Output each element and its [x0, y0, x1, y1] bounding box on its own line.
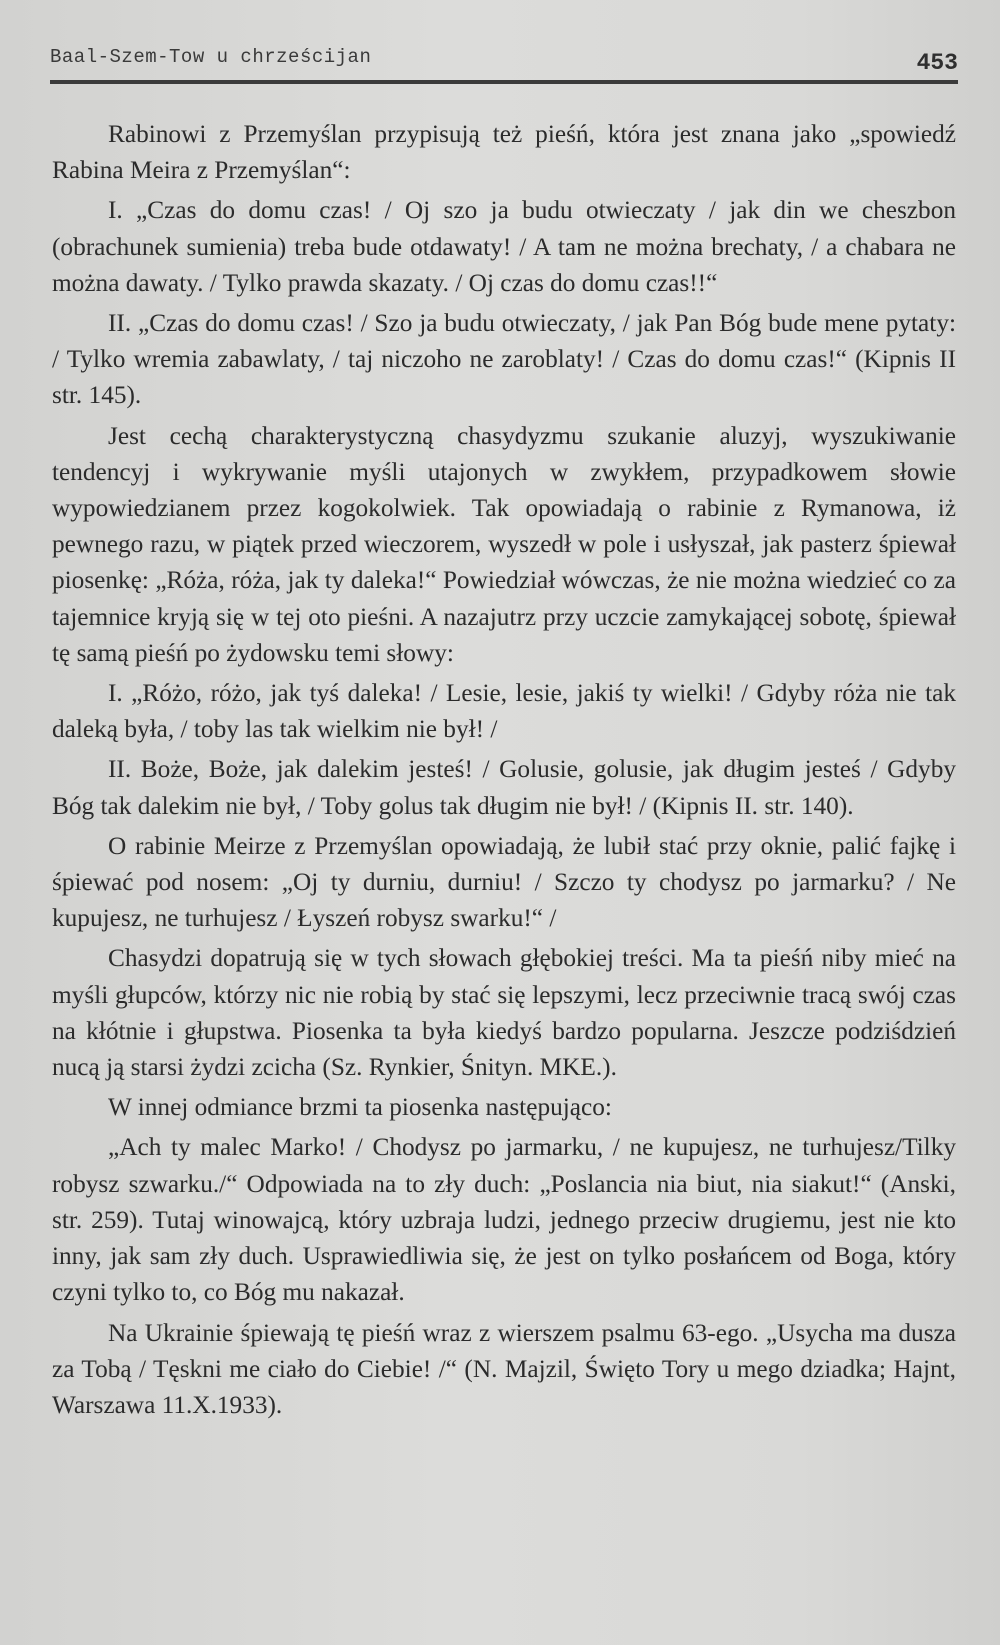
paragraph: W innej odmiance brzmi ta piosenka następująco: — [108, 1093, 612, 1122]
paragraph: Na Ukrainie śpiewają tę pieśń wraz z wierszem psalmu 63-ego. „Usycha ma dusza za Tobą / Tęskni me ciało do Ciebie! /“ (N. Majzil, Święto Tory u mego dziadka; Hajnt, Warszawa 11.X.1933). — [52, 1318, 956, 1419]
page-number: 453 — [916, 50, 958, 76]
paragraph: Rabinowi z Przemyślan przypisują też pieśń, która jest znana jako „spowiedź Rabina Meira z Przemyślan“: — [52, 120, 956, 185]
paragraph: O rabinie Meirze z Przemyślan opowiadają, że lubił stać przy oknie, palić fajkę i śpiewać pod nosem: „Oj ty durniu, durniu! / Szczo ty chodysz po jarmarku? / Ne kupujesz, ne turhujesz / Łyszeń robysz swarku!“ / — [52, 831, 956, 933]
paragraph: Chasydzi dopatrują się w tych słowach głębokiej treści. Ma ta pieśń niby mieć na myśli głupców, którzy nic nie robią by stać się lepszymi, lecz przeciwnie tracą swój czas na kłótnie i głupstwa. Piosenka ta była kiedyś bardzo popularna. Jeszcze podziśdzień nucą ją starsi żydzi zcicha (Sz. Rynkier, Śnityn. MKE.). — [52, 944, 956, 1082]
song-verse: I. „Czas do domu czas! / Oj szo ja budu otwieczaty / jak din we cheszbon (obrachunek sumienia) treba bude otdawaty! / A tam ne można brechaty, / a chabara ne można dawaty. / Tylko prawda skazaty. / Oj czas do domu czas!!“ — [52, 196, 956, 297]
paragraph: Jest cechą charakterystyczną chasydyzmu szukanie aluzyj, wyszukiwanie tendencyj i wykrywanie myśli utajonych w zwykłem, przypadkowem słowie wypowiedzianem przez kogokolwiek. Tak opowiadają o rabinie z Rymanowa, iż pewnego razu, w piątek przed wieczorem, wyszedł w pole i usłyszał, jak pasterz śpiewał piosenkę: „Róża, róża, jak ty daleka!“ Powiedział wówczas, że nie można wiedzieć co za tajemnice kryją się w tej oto pieśni. A nazajutrz przy uczcie zamykającej sobotę, śpiewał tę samą pieśń po żydowsku temi słowy: — [52, 421, 956, 667]
song-verse: II. „Czas do domu czas! / Szo ja budu otwieczaty, / jak Pan Bóg bude mene pytaty: / Tylko wremia zabawlaty, / taj niczoho ne zaroblaty! / Czas do domu czas!“ (Kipnis II str. 145). — [52, 309, 956, 410]
header-rule — [50, 80, 958, 84]
song-verse: I. „Różo, różo, jak tyś daleka! / Lesie, lesie, jakiś ty wielki! / Gdyby róża nie tak daleką była, / toby las tak wielkim nie był! / — [52, 679, 956, 744]
paragraph: „Ach ty malec Marko! / Chodysz po jarmarku, / ne kupujesz, ne turhujesz/Tilky robysz szwarku./“ Odpowiada na to zły duch: „Poslancia nia biut, nia siakut!“ (Anski, str. 259). Tutaj winowajcą, który uzbraja ludzi, jednego przeciw drugiemu, jest nie kto inny, jak sam zły duch. Usprawiedliwia się, że jest on tylko posłańcem od Boga, który czyni tylko to, co Bóg mu nakazał. — [52, 1133, 956, 1307]
song-verse: II. Boże, Boże, jak dalekim jesteś! / Golusie, golusie, jak długim jesteś / Gdyby Bóg tak dalekim nie był, / Toby golus tak długim nie był! / (Kipnis II. str. 140). — [52, 755, 956, 820]
body-text — [52, 116, 956, 1427]
running-head: Baal-Szem-Tow u chrześcijan — [50, 46, 372, 68]
